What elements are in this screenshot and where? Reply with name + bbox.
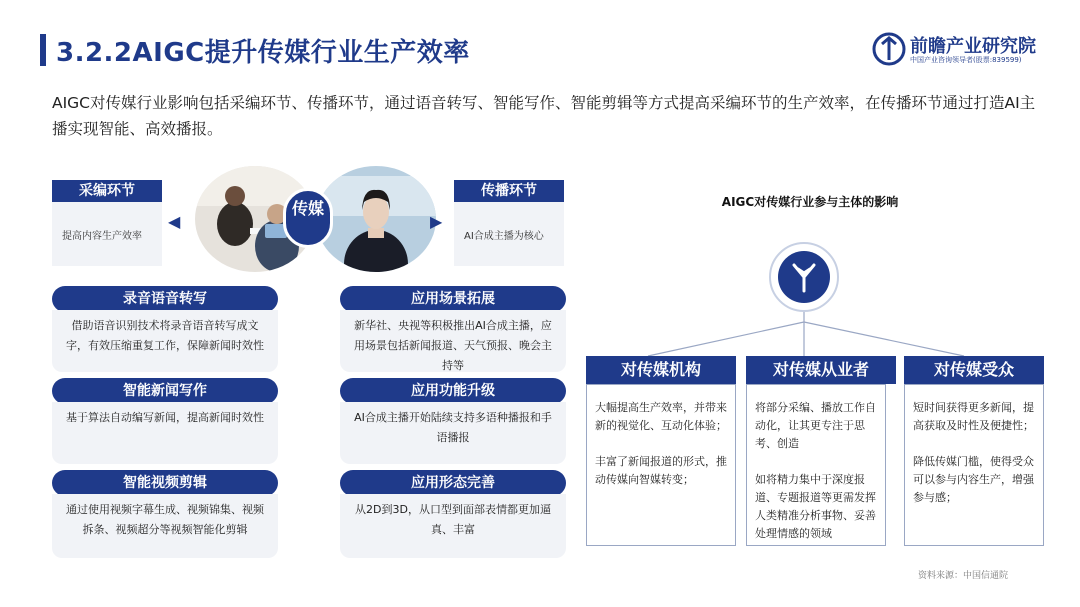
card-title-writing: 智能新闻写作 [52,378,278,404]
card-title-forms: 应用形态完善 [340,470,566,496]
right-panel-title: AIGC对传媒行业参与主体的影响 [721,195,899,209]
column-text: 短时间获得更多新闻，提高获取及时性及便捷性； [913,401,1034,432]
brand-logo [872,30,1052,70]
column-body-practitioners [746,384,886,546]
center-badge: 传媒 [283,188,333,248]
column-title-audience: 对传媒受众 [904,356,1044,384]
arrow-right-icon: ▶ [430,212,443,231]
column-title-practitioners: 对传媒从业者 [746,356,896,384]
section-desc-chuanbo: AI合成主播为核心 [454,202,564,266]
column-title-institutions: 对传媒机构 [586,356,736,384]
card-body-features: AI合成主播开始陆续支持多语种播报和手语播报 [340,402,566,464]
card-body-transcription: 借助语音识别技术将录音语音转写成文字，有效压缩重复工作，保障新闻时效性 [52,310,278,372]
anchor-photo [316,166,436,272]
hub-circle [769,242,839,312]
section-label-chuanbo: 传播环节 [454,180,564,202]
column-text: 丰富了新闻报道的形式，推动传媒向智媒转变； [595,455,727,486]
logo-name: 前瞻产业研究院 [910,36,1036,57]
card-body-forms: 从2D到3D，从口型到面部表情都更加逼真、丰富 [340,494,566,558]
arrow-left-icon: ◀ [168,212,181,231]
media-icon [778,251,830,303]
column-text: 大幅提高生产效率，并带来新的视觉化、互动化体验； [595,401,727,432]
column-text: 降低传媒门槛，使得受众可以参与内容生产，增强参与感； [913,455,1034,504]
column-body-audience [904,384,1044,546]
source-note: 资料来源：中国信通院 [918,571,1009,581]
column-body-institutions [586,384,736,546]
card-title-video-editing: 智能视频剪辑 [52,470,278,496]
column-text: 如将精力集中于深度报道、专题报道等更需发挥人类精准分析事物、妥善处理情感的领域 [755,473,876,540]
title-accent-bar [40,34,46,66]
section-label-caibian: 采编环节 [52,180,162,202]
logo-subtitle: 中国产业咨询领导者(股票:839599) [910,56,1022,64]
card-body-writing: 基于算法自动编写新闻，提高新闻时效性 [52,402,278,464]
section-desc-caibian: 提高内容生产效率 [52,202,162,266]
card-title-scenarios: 应用场景拓展 [340,286,566,312]
card-title-features: 应用功能升级 [340,378,566,404]
card-body-video-editing: 通过使用视频字幕生成、视频锦集、视频拆条、视频超分等视频智能化剪辑 [52,494,278,558]
page-title: 3.2.2AIGC提升传媒行业生产效率 [56,38,470,68]
card-body-scenarios: 新华社、央视等积极推出AI合成主播，应用场景包括新闻报道、天气预报、晚会主持等 [340,310,566,372]
column-text: 将部分采编、播放工作自动化，让其更专注于思考、创造 [755,401,876,450]
intro-paragraph: AIGC对传媒行业影响包括采编环节、传播环节，通过语音转写、智能写作、智能剪辑等方式提高采编环节的生产效率，在传播环节通过打造AI主播实现智能、高效播报。 [52,94,1036,138]
card-title-transcription: 录音语音转写 [52,286,278,312]
logo-icon [872,32,906,66]
